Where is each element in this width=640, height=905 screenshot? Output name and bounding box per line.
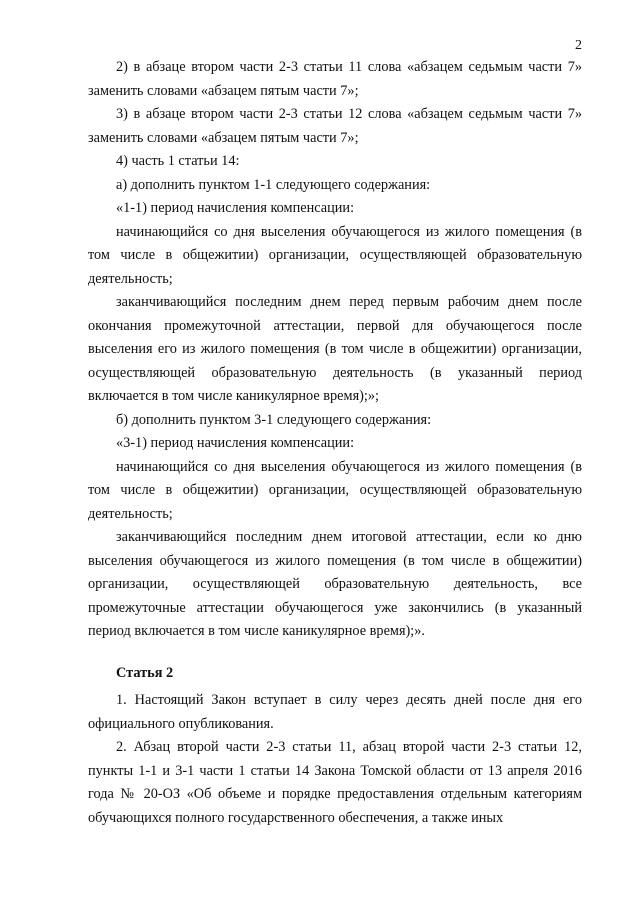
paragraph-amendment-3: 3) в абзаце втором части 2-3 статьи 12 слова «абзацем седьмым части 7» заменить словами «абзацем пятым части 7»;: [88, 106, 582, 146]
paragraph-period-end-1: заканчивающийся последним днем перед первым рабочим днем после окончания промежуточной аттестации, первой для обучающегося после выселения его из жилого помещения (в том числе в общежитии) организации, осуществляющей образовательную деятельность (в указанный период включается в том числе каникулярное время);»;: [88, 294, 582, 404]
paragraph-point-3-1: «3-1) период начисления компенсации:: [116, 435, 355, 451]
page-number: 2: [575, 38, 582, 53]
paragraph-amendment-2: 2) в абзаце втором части 2-3 статьи 11 слова «абзацем седьмым части 7» заменить словами «абзацем пятым части 7»;: [88, 59, 582, 99]
paragraph-point-1-1: «1-1) период начисления компенсации:: [116, 200, 355, 216]
paragraph-subpoint-a: а) дополнить пунктом 1-1 следующего содержания:: [116, 176, 431, 193]
paragraph-subpoint-b: б) дополнить пунктом 3-1 следующего содержания:: [116, 411, 432, 428]
paragraph-period-end-2: заканчивающийся последним днем итоговой аттестации, если ко дню выселения обучающегося из жилого помещения (в том числе в общежитии) организации, осуществляющей образовательную деятельность, все промежуточные аттестации обучающегося уже закончились (в указанный период включается в том числе каникулярное время);».: [88, 529, 582, 639]
article-paragraph-1: 1. Настоящий Закон вступает в силу через десять дней после дня его официального опубликования.: [88, 692, 582, 732]
document-body: [88, 56, 582, 830]
paragraph-amendment-4: 4) часть 1 статьи 14:: [116, 153, 240, 169]
paragraph-period-start-2: начинающийся со дня выселения обучающегося из жилого помещения (в том числе в общежитии) организации, осуществляющей образовательную деятельность;: [88, 458, 582, 522]
article-heading: Статья 2: [116, 664, 174, 681]
paragraph-period-start-1: начинающийся со дня выселения обучающегося из жилого помещения (в том числе в общежитии) организации, осуществляющей образовательную деятельность;: [88, 223, 582, 287]
article-paragraph-2: 2. Абзац второй части 2-3 статьи 11, абзац второй части 2-3 статьи 12, пункты 1-1 и 3-1 части 1 статьи 14 Закона Томской области от 13 апреля 2016 года № 20-ОЗ «Об объеме и порядке предоставления отдельным категориям обучающихся полного государственного обеспечения, а также иных: [88, 739, 582, 826]
